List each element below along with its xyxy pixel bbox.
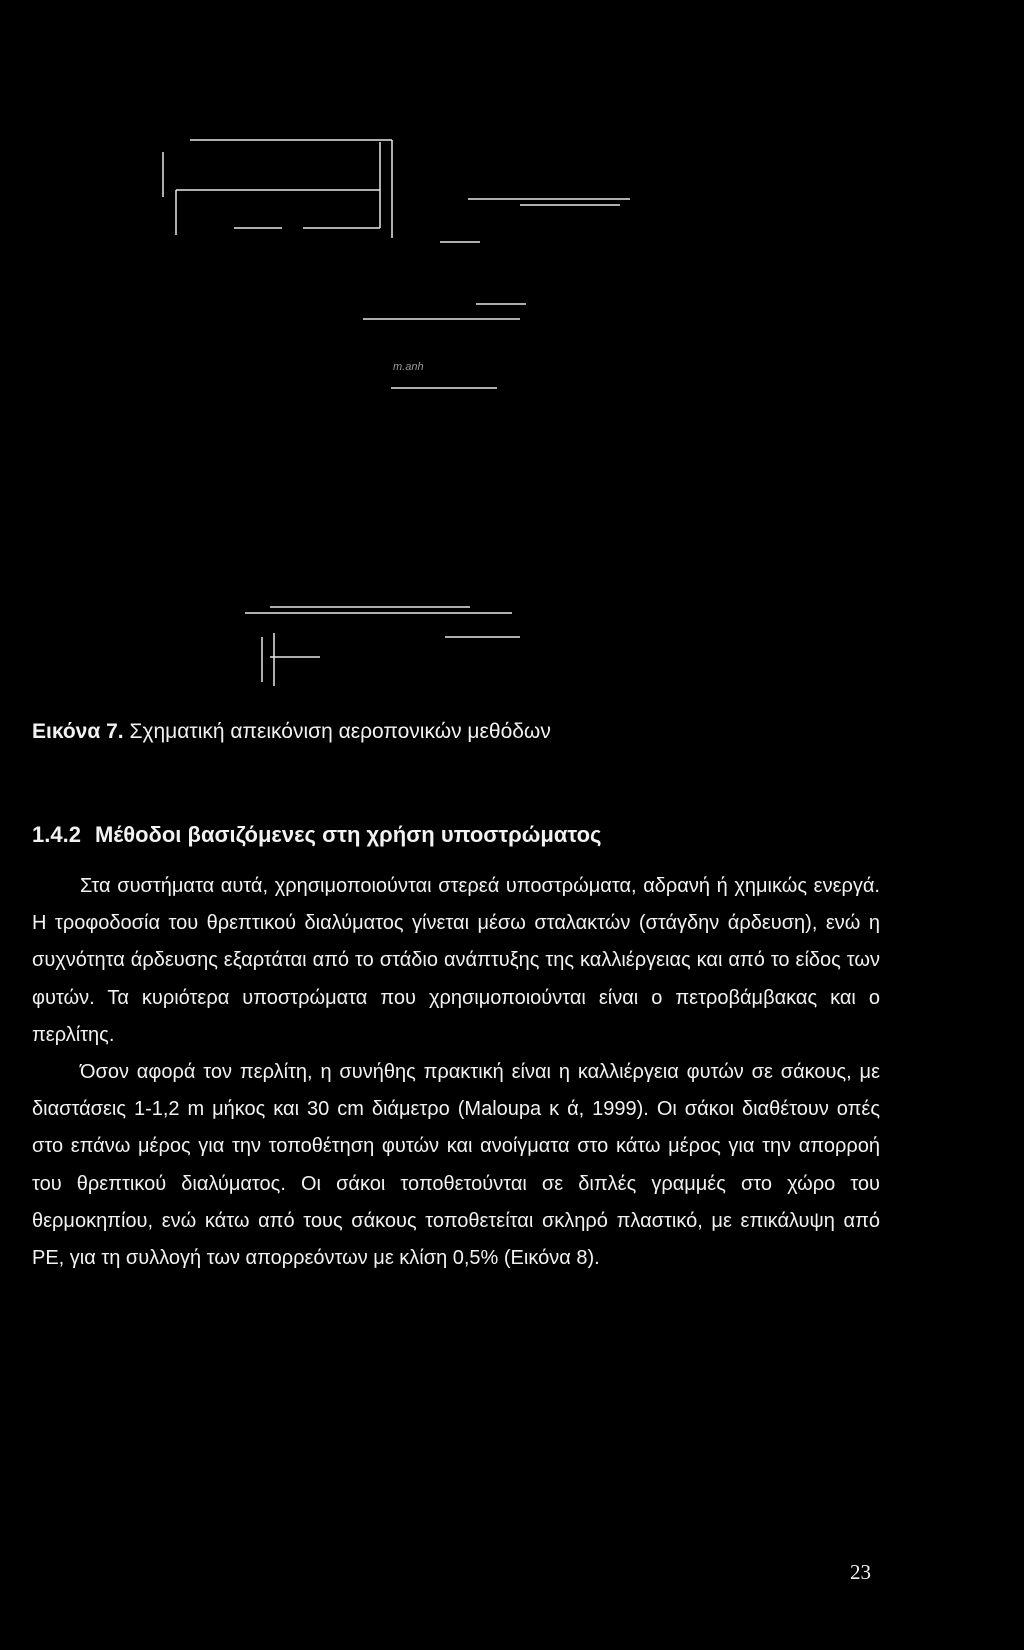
section-heading: [32, 822, 601, 848]
paragraph: Όσον αφορά τον περλίτη, η συνήθης πρακτική είναι η καλλιέργεια φυτών σε σάκους, με διαστάσεις 1-1,2 m μήκος και 30 cm διάμετρο (Maloupa κ ά, 1999). Οι σάκοι διαθέτουν οπές στο επάνω μέρος για την τοποθέτηση φυτών και ανοίγματα στο κάτω μέρος για την απορροή του θρεπτικού διαλύματος. Οι σάκοι τοποθετούνται σε διπλές γραμμές στο χώρο του θερμοκηπίου, ενώ κάτω από τους σάκους τοποθετείται σκληρό πλαστικό, με επικάλυψη από PE, για τη συλλογή των απορρεόντων με κλίση 0,5% (Εικόνα 8).: [32, 1061, 880, 1270]
body-text: [32, 868, 880, 1277]
page-number: 23: [850, 1560, 871, 1584]
paragraph: Στα συστήματα αυτά, χρησιμοποιούνται στερεά υποστρώματα, αδρανή ή χημικώς ενεργά. Η τροφοδοσία του θρεπτικού διαλύματος γίνεται μέσω σταλακτών (στάγδην άρδευση), ενώ η συχνότητα άρδευσης εξαρτάται από το στάδιο ανάπτυξης της καλλιέργειας και από το είδος των φυτών. Τα κυριότερα υποστρώματα που χρησιμοποιούνται είναι ο πετροβάμβακας και ο περλίτης.: [32, 875, 880, 1046]
caption-text: Σχηματική απεικόνιση αεροπονικών μεθόδων: [129, 720, 551, 743]
section-title: Μέθοδοι βασιζόμενες στη χρήση υποστρώματος: [94, 822, 602, 847]
figure-line-drawing: [0, 0, 1024, 700]
figure-caption: [32, 720, 551, 744]
figure-faint-label: m.anh: [393, 361, 424, 373]
section-number: 1.4.2: [32, 822, 81, 847]
aeroponic-schematic-figure: [0, 0, 1024, 700]
caption-label: Εικόνα 7.: [32, 720, 124, 743]
